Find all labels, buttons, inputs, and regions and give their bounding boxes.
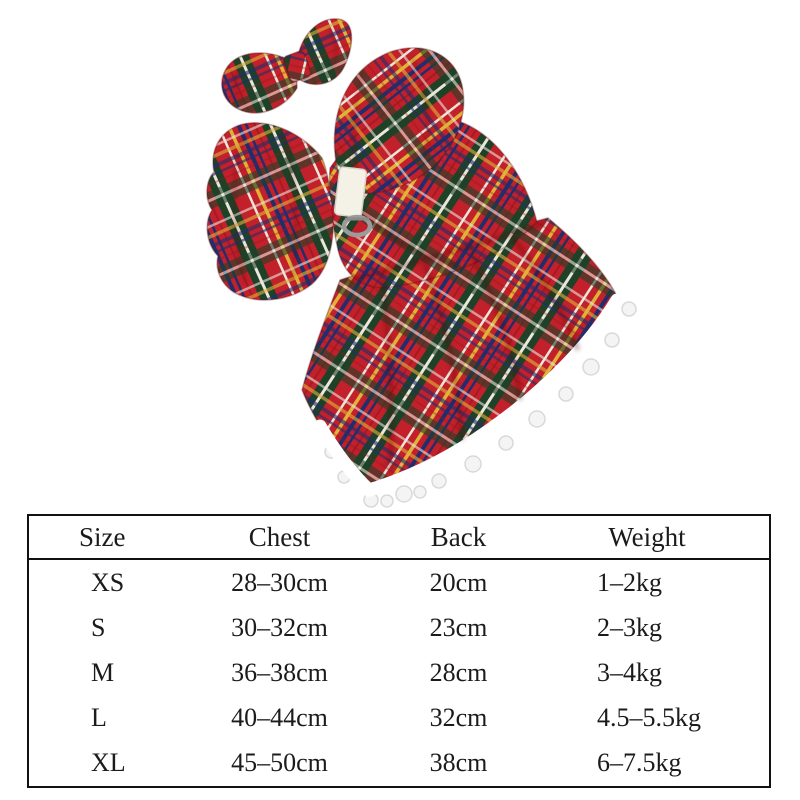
chest-cell: 30–32cm bbox=[231, 612, 328, 642]
table-row bbox=[29, 695, 769, 740]
back-cell: 23cm bbox=[429, 612, 488, 642]
chest-cell: 36–38cm bbox=[231, 657, 328, 687]
chest-cell: 28–30cm bbox=[231, 567, 328, 597]
back-cell: 38cm bbox=[429, 747, 488, 777]
weight-cell: 3–4kg bbox=[597, 657, 662, 687]
back-cell: 28cm bbox=[429, 657, 488, 687]
table-row bbox=[29, 650, 769, 695]
weight-cell: 4.5–5.5kg bbox=[597, 702, 701, 732]
hang-tag bbox=[334, 167, 367, 218]
weight-cell: 2–3kg bbox=[597, 612, 662, 642]
column-header-size: Size bbox=[79, 521, 126, 552]
size-cell: XL bbox=[91, 747, 126, 777]
back-cell: 32cm bbox=[429, 702, 488, 732]
column-header-chest: Chest bbox=[248, 521, 311, 552]
size-chart-table bbox=[27, 514, 771, 788]
chest-cell: 45–50cm bbox=[231, 747, 328, 777]
table-header-row bbox=[29, 516, 769, 560]
weight-cell: 6–7.5kg bbox=[597, 747, 682, 777]
table-row bbox=[29, 740, 769, 785]
size-cell: L bbox=[91, 702, 107, 732]
size-cell: XS bbox=[91, 567, 125, 597]
column-header-weight: Weight bbox=[608, 521, 686, 552]
column-header-back: Back bbox=[430, 521, 487, 552]
table-row bbox=[29, 605, 769, 650]
size-cell: S bbox=[91, 612, 106, 642]
flutter-sleeve-left bbox=[207, 123, 333, 300]
chest-cell: 40–44cm bbox=[231, 702, 328, 732]
back-cell: 20cm bbox=[429, 567, 488, 597]
table-row bbox=[29, 560, 769, 605]
size-cell: M bbox=[91, 657, 115, 687]
weight-cell: 1–2kg bbox=[597, 567, 662, 597]
hair-bow bbox=[222, 19, 352, 113]
